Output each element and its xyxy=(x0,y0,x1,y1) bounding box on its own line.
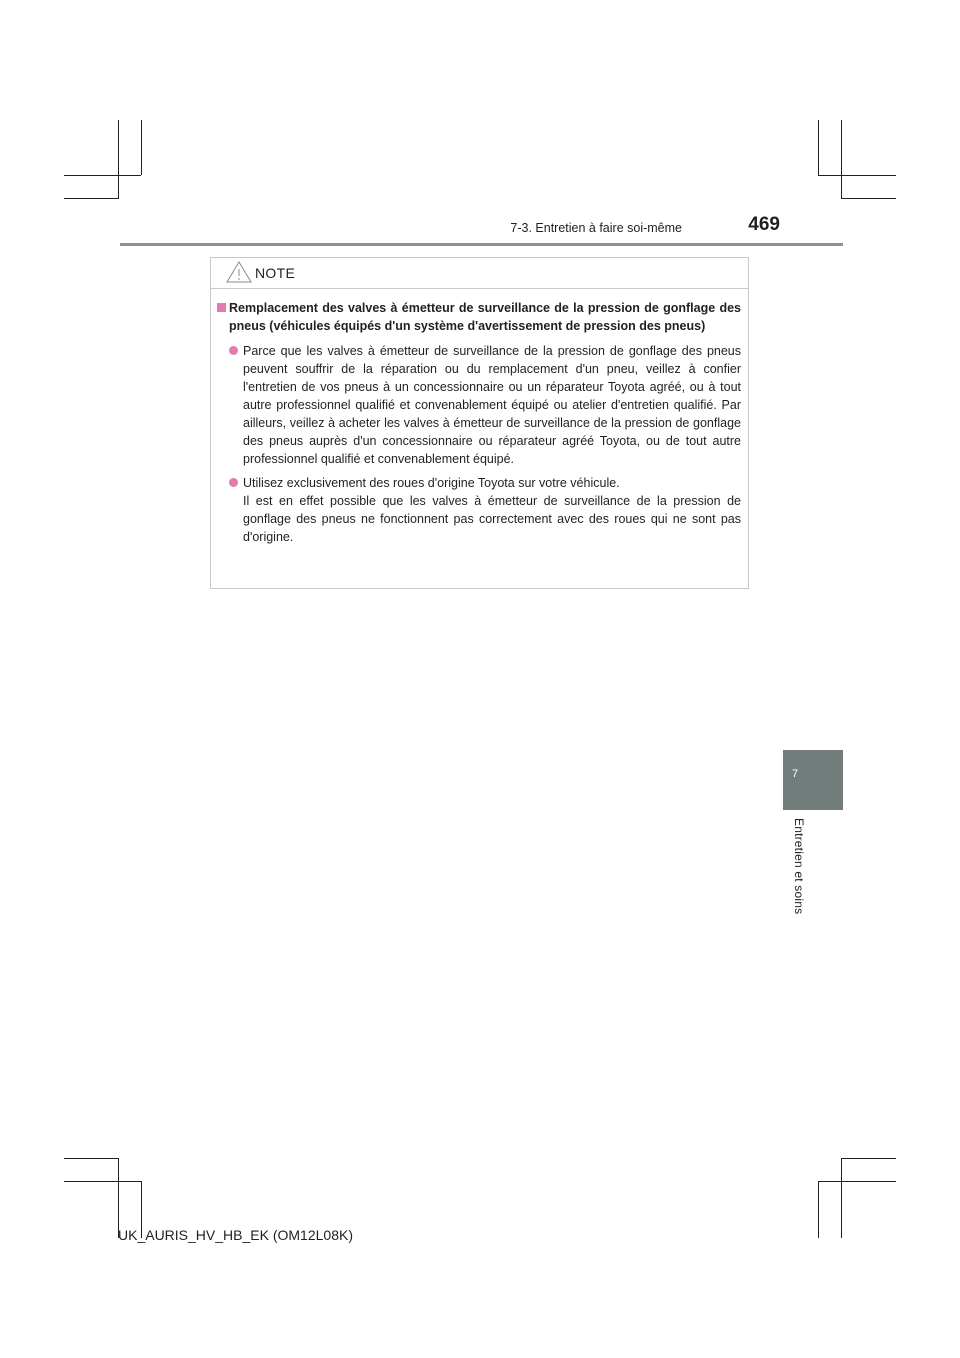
page-number: 469 xyxy=(748,214,780,235)
list-item xyxy=(217,474,741,546)
list-item xyxy=(217,342,741,468)
list-item-text: Utilisez exclusivement des roues d'origine Toyota sur votre véhicule. xyxy=(243,476,620,490)
note-heading xyxy=(217,299,741,335)
warning-triangle-icon xyxy=(226,261,252,283)
crop-mark xyxy=(841,1158,896,1159)
note-box xyxy=(210,257,749,589)
list-item-text: Il est en effet possible que les valves à émetteur de surveillance de la pression de gonflage des pneus ne fonctionnent pas correctement avec des roues qui ne sont pas d'origine. xyxy=(243,494,741,544)
document-code: UK_AURIS_HV_HB_EK (OM12L08K) xyxy=(118,1227,353,1243)
crop-mark xyxy=(818,1181,896,1182)
section-title: 7-3. Entretien à faire soi-même xyxy=(510,221,682,235)
crop-mark xyxy=(118,1158,119,1238)
header-rule xyxy=(120,243,843,246)
chapter-tab xyxy=(783,750,843,810)
crop-mark xyxy=(64,198,119,199)
crop-mark xyxy=(64,1158,119,1159)
chapter-label: Entretien et soins xyxy=(792,818,806,915)
crop-mark xyxy=(841,1158,842,1238)
crop-mark xyxy=(64,175,141,176)
crop-mark xyxy=(841,120,842,199)
crop-mark xyxy=(818,175,896,176)
square-bullet-icon xyxy=(217,303,226,312)
note-header xyxy=(211,258,748,289)
chapter-number: 7 xyxy=(791,768,799,780)
crop-mark xyxy=(141,120,142,175)
round-bullet-icon xyxy=(229,478,238,487)
note-heading-text: Remplacement des valves à émetteur de surveillance de la pression de gonflage des pneus (véhicules équipés d'un système d'avertissement de pression des pneus) xyxy=(229,301,741,333)
list-item-text: Parce que les valves à émetteur de surveillance de la pression de gonflage des pneus peuvent souffrir de la réparation ou du remplacement d'un pneu, veillez à confier l'entretien de vos pneus à un concessionnaire ou un réparateur Toyota agréé, ou à tout autre professionnel qualifié et convenablement équipé ou atelier d'entretien qualifié. Par ailleurs, veillez à acheter les valves à émetteur de surveillance de la pression de gonflage des pneus auprès d'un concessionnaire ou réparateur agréé Toyota, ou de tout autre professionnel qualifié et convenablement équipé. xyxy=(243,344,741,466)
crop-mark xyxy=(841,198,896,199)
note-title: NOTE xyxy=(255,265,296,281)
crop-mark xyxy=(818,120,819,175)
note-body xyxy=(217,299,741,546)
crop-mark xyxy=(818,1181,819,1238)
crop-mark xyxy=(64,1181,141,1182)
crop-mark xyxy=(118,120,119,199)
round-bullet-icon xyxy=(229,346,238,355)
